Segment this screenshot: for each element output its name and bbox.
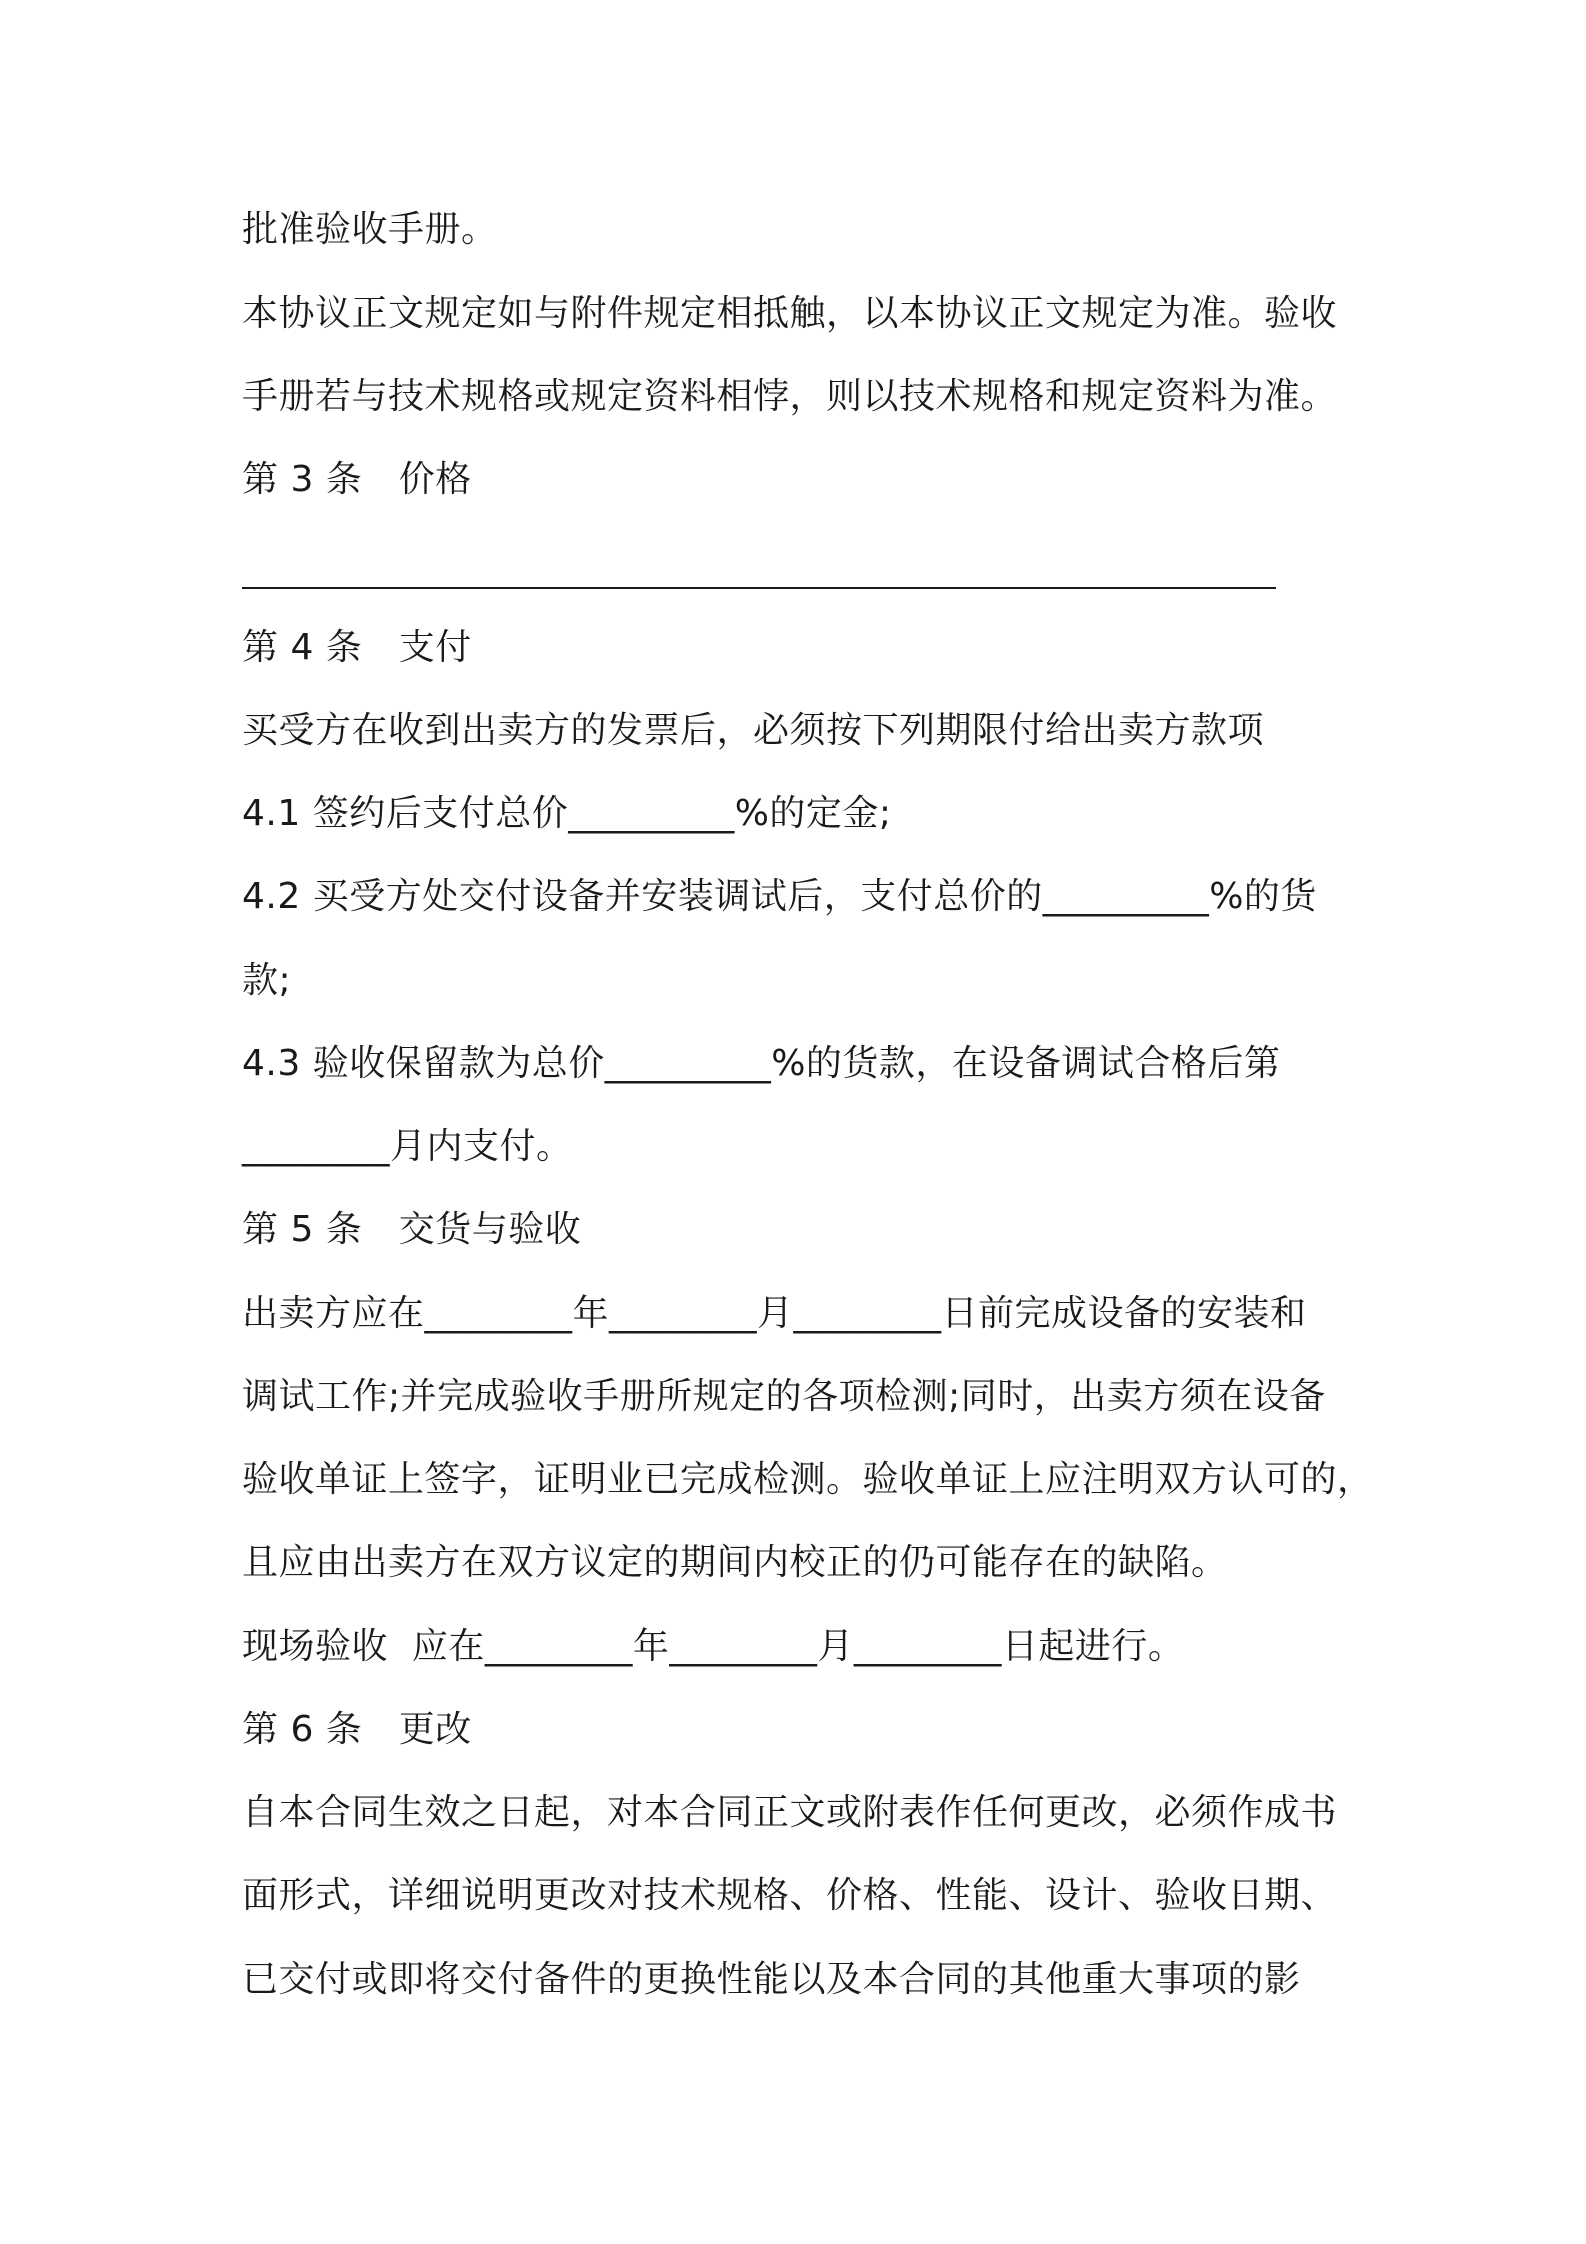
text-line: 手册若与技术规格或规定资料相悖，则以技术规格和规定资料为准。 — [242, 376, 1338, 417]
clause-4-3: 4.3 验收保留款为总价_________%的货款，在设备调试合格后第 — [242, 1043, 1281, 1084]
text-line: ________月内支付。 — [242, 1126, 573, 1167]
text-line: 已交付或即将交付备件的更换性能以及本合同的其他重大事项的影 — [242, 1959, 1301, 2000]
article-3-heading: 第 3 条 价格 — [242, 459, 472, 500]
article-5-heading: 第 5 条 交货与验收 — [242, 1209, 582, 1250]
price-blank-line — [242, 587, 1276, 589]
text-line: 验收单证上签字，证明业已完成检测。验收单证上应注明双方认可的， — [242, 1459, 1374, 1500]
text-line: 出卖方应在________年________月________日前完成设备的安装和 — [242, 1293, 1307, 1334]
article-6-heading: 第 6 条 更改 — [242, 1709, 472, 1750]
text-line: 买受方在收到出卖方的发票后，必须按下列期限付给出卖方款项 — [242, 710, 1265, 751]
article-4-heading: 第 4 条 支付 — [242, 627, 472, 668]
text-line: 且应由出卖方在双方议定的期间内校正的仍可能存在的缺陷。 — [242, 1542, 1228, 1583]
text-line: 本协议正文规定如与附件规定相抵触，以本协议正文规定为准。验收 — [242, 293, 1338, 334]
clause-4-2: 4.2 买受方处交付设备并安装调试后，支付总价的_________%的货 — [242, 876, 1317, 917]
text-line: 款; — [242, 960, 292, 1001]
text-line: 自本合同生效之日起，对本合同正文或附表作任何更改，必须作成书 — [242, 1792, 1338, 1833]
text-line: 面形式，详细说明更改对技术规格、价格、性能、设计、验收日期、 — [242, 1875, 1338, 1916]
clause-4-1: 4.1 签约后支付总价_________%的定金; — [242, 793, 892, 834]
text-line: 现场验收 应在________年________月________日起进行。 — [242, 1626, 1185, 1667]
text-line: 调试工作;并完成验收手册所规定的各项检测;同时，出卖方须在设备 — [242, 1376, 1326, 1417]
text-line: 批准验收手册。 — [242, 209, 498, 250]
